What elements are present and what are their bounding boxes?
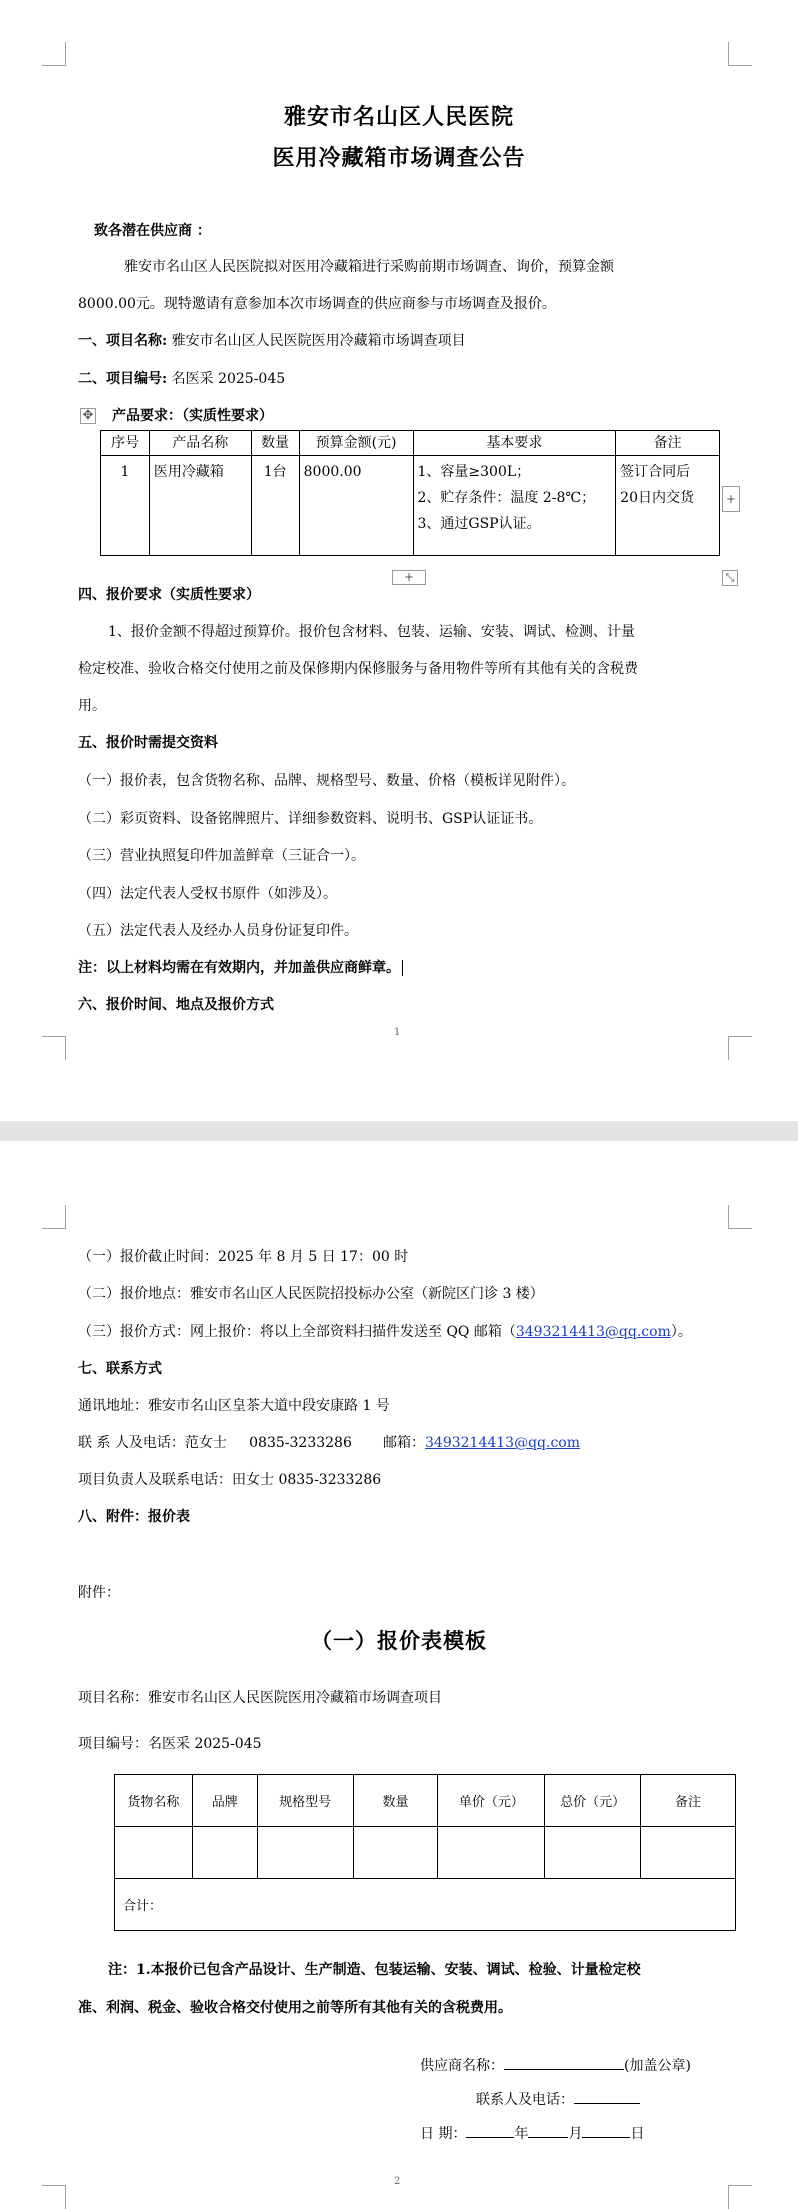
- contact-person-text: 联 系 人及电话：范女士 0835-3233286 邮箱：: [78, 1435, 426, 1451]
- contact-person: [78, 1432, 580, 1452]
- quote-header-row: [115, 1775, 736, 1827]
- total-label: 合计：: [115, 1879, 736, 1931]
- contact-phone-blank[interactable]: [574, 2090, 640, 2104]
- page-number: 1: [394, 1027, 401, 1038]
- section-product-requirements: 产品要求：（实质性要求）: [112, 408, 273, 424]
- attachment-label: 附件：: [78, 1585, 120, 1601]
- section-submit-materials: 五、报价时需提交资料: [78, 735, 218, 751]
- year-label: 年: [514, 2126, 529, 2142]
- note-line: 签订合同后: [620, 464, 691, 480]
- cell-quantity: 1台: [251, 456, 299, 556]
- quote-deadline: （一）报价截止时间：2025 年 8 月 5 日 17：00 时: [78, 1249, 409, 1265]
- materials-note: [78, 957, 403, 977]
- cell-product-name: 医用冷藏箱: [149, 456, 251, 556]
- header-cell: 总价（元）: [545, 1775, 641, 1827]
- quote-table: [114, 1774, 736, 1931]
- supplier-blank[interactable]: [504, 2056, 624, 2070]
- empty-cell[interactable]: [353, 1827, 438, 1879]
- crop-mark: [42, 42, 66, 66]
- header-cell: 产品名称: [149, 431, 251, 456]
- doc-title-line1: 雅安市名山区人民医院: [283, 104, 514, 130]
- quote-location: （二）报价地点：雅安市名山区人民医院招投标办公室（新院区门诊 3 楼）: [78, 1286, 544, 1302]
- doc-title-line2: 医用冷藏箱市场调查公告: [272, 145, 526, 171]
- header-cell: 单价（元）: [438, 1775, 545, 1827]
- day-blank[interactable]: [582, 2124, 630, 2138]
- materials-item: （三）营业执照复印件加盖鲜章（三证合一）。: [78, 848, 365, 864]
- requirement-line: 3、通过GSP认证。: [417, 516, 541, 532]
- requirement-line: 1、容量≥300L；: [417, 464, 531, 480]
- crop-mark: [42, 1036, 66, 1060]
- quote-method-suffix: ）。: [670, 1324, 692, 1340]
- header-cell: 数量: [251, 431, 299, 456]
- requirement-line: 2、贮存条件：温度 2-8℃；: [417, 490, 596, 506]
- empty-cell[interactable]: [115, 1827, 193, 1879]
- quote-total-row: [115, 1879, 736, 1931]
- day-label: 日: [630, 2126, 645, 2142]
- bottom-note-line2: 准、利润、税金、验收合格交付使用之前等所有其他有关的含税费用。: [78, 2000, 512, 2016]
- salutation: 致各潜在供应商 ：: [94, 223, 211, 239]
- header-cell: 备注: [641, 1775, 736, 1827]
- quote-empty-row: [115, 1827, 736, 1879]
- empty-cell[interactable]: [192, 1827, 257, 1879]
- header-cell: 货物名称: [115, 1775, 193, 1827]
- text-cursor: [402, 960, 403, 976]
- supplier-label: 供应商名称：: [420, 2058, 504, 2074]
- template-project-number: 项目编号：名医采 2025-045: [78, 1736, 262, 1752]
- contact-phone-label: 联系人及电话：: [476, 2092, 574, 2108]
- header-cell: 规格型号: [257, 1775, 353, 1827]
- add-row-icon[interactable]: +: [392, 570, 426, 585]
- cell-budget: 8000.00: [299, 456, 413, 556]
- materials-item: （四）法定代表人受权书原件（如涉及）。: [78, 886, 337, 902]
- section-project-number: [78, 368, 285, 388]
- email-link[interactable]: 3493214413@qq.com: [425, 1435, 581, 1451]
- section-quote-requirements: 四、报价要求（实质性要求）: [78, 587, 260, 603]
- date-label: 日 期：: [420, 2126, 467, 2142]
- quote-req-line1: 1、报价金额不得超过预算价。报价包含材料、包装、运输、安装、调试、检测、计量: [108, 624, 635, 640]
- bottom-note-line1: 注：1.本报价已包含产品设计、生产制造、包装运输、安装、调试、检验、计量检定校: [108, 1962, 641, 1978]
- template-project-name: 项目名称：雅安市名山区人民医院医用冷藏箱市场调查项目: [78, 1690, 442, 1706]
- section-attachment: 八、附件：报价表: [78, 1509, 190, 1525]
- cell-note: [616, 456, 720, 556]
- table-row: [101, 456, 720, 556]
- section-project-name: [78, 330, 466, 350]
- empty-cell[interactable]: [545, 1827, 641, 1879]
- table-move-handle-icon[interactable]: ✥: [80, 408, 96, 424]
- year-blank[interactable]: [466, 2124, 514, 2138]
- intro-line1: 雅安市名山区人民医院拟对医用冷藏箱进行采购前期市场调查、询价，预算金额: [124, 259, 614, 275]
- materials-item: （一）报价表，包含货物名称、品牌、规格型号、数量、价格（模板详见附件）。: [78, 773, 575, 789]
- section-label: 二、项目编号:: [78, 371, 168, 387]
- empty-cell[interactable]: [438, 1827, 545, 1879]
- crop-mark: [42, 2185, 66, 2209]
- quote-method: [78, 1321, 692, 1341]
- requirements-table: [100, 430, 720, 556]
- intro-line2: 8000.00元。现特邀请有意参加本次市场调查的供应商参与市场调查及报价。: [78, 296, 556, 312]
- project-name-value: 雅安市名山区人民医院医用冷藏箱市场调查项目: [171, 333, 466, 349]
- empty-cell[interactable]: [641, 1827, 736, 1879]
- supplier-name-field: [420, 2055, 691, 2075]
- header-cell: 基本要求: [413, 431, 616, 456]
- contact-phone-field: [476, 2089, 640, 2109]
- resize-table-icon[interactable]: ⤡: [722, 570, 738, 586]
- note-text: 注：以上材料均需在有效期内，并加盖供应商鲜章。: [78, 960, 400, 976]
- materials-item: （二）彩页资料、设备铭牌照片、详细参数资料、说明书、GSP认证证书。: [78, 811, 543, 827]
- header-cell: 预算金额(元): [299, 431, 413, 456]
- project-leader: 项目负责人及联系电话：田女士 0835-3233286: [78, 1472, 382, 1488]
- crop-mark: [728, 2185, 752, 2209]
- quote-method-text: （三）报价方式：网上报价：将以上全部资料扫描件发送至 QQ 邮箱（: [78, 1324, 516, 1340]
- header-cell: 数量: [353, 1775, 438, 1827]
- quote-req-line2: 检定校准、验收合格交付使用之前及保修期内保修服务与备用物件等所有其他有关的含税费: [78, 661, 638, 677]
- crop-mark: [728, 1036, 752, 1060]
- document-page-2: [0, 1141, 798, 2209]
- project-number-value: 名医采 2025-045: [171, 371, 286, 387]
- section-contact: 七、联系方式: [78, 1361, 162, 1377]
- header-cell: 备注: [616, 431, 720, 456]
- supplier-suffix: (加盖公章): [624, 2058, 691, 2074]
- add-column-icon[interactable]: +: [722, 486, 740, 512]
- crop-mark: [728, 42, 752, 66]
- empty-cell[interactable]: [257, 1827, 353, 1879]
- note-line: 20日内交货: [620, 490, 694, 506]
- month-label: 月: [568, 2126, 583, 2142]
- crop-mark: [728, 1205, 752, 1229]
- crop-mark: [42, 1205, 66, 1229]
- header-cell: 品牌: [192, 1775, 257, 1827]
- cell-requirements: [413, 456, 616, 556]
- quote-req-line3: 用。: [78, 698, 106, 714]
- page-number: 2: [394, 2176, 401, 2187]
- cell-no: 1: [101, 456, 150, 556]
- table-header-row: [101, 431, 720, 456]
- header-cell: 序号: [101, 431, 150, 456]
- date-field: [420, 2123, 644, 2143]
- materials-item: （五）法定代表人及经办人员身份证复印件。: [78, 923, 358, 939]
- email-link[interactable]: 3493214413@qq.com: [515, 1324, 671, 1340]
- section-quote-time-place: 六、报价时间、地点及报价方式: [78, 997, 274, 1013]
- contact-address: 通讯地址：雅安市名山区皇茶大道中段安康路 1 号: [78, 1398, 390, 1414]
- template-title: （一）报价表模板: [311, 1628, 487, 1653]
- section-label: 一、项目名称:: [78, 333, 168, 349]
- month-blank[interactable]: [528, 2124, 568, 2138]
